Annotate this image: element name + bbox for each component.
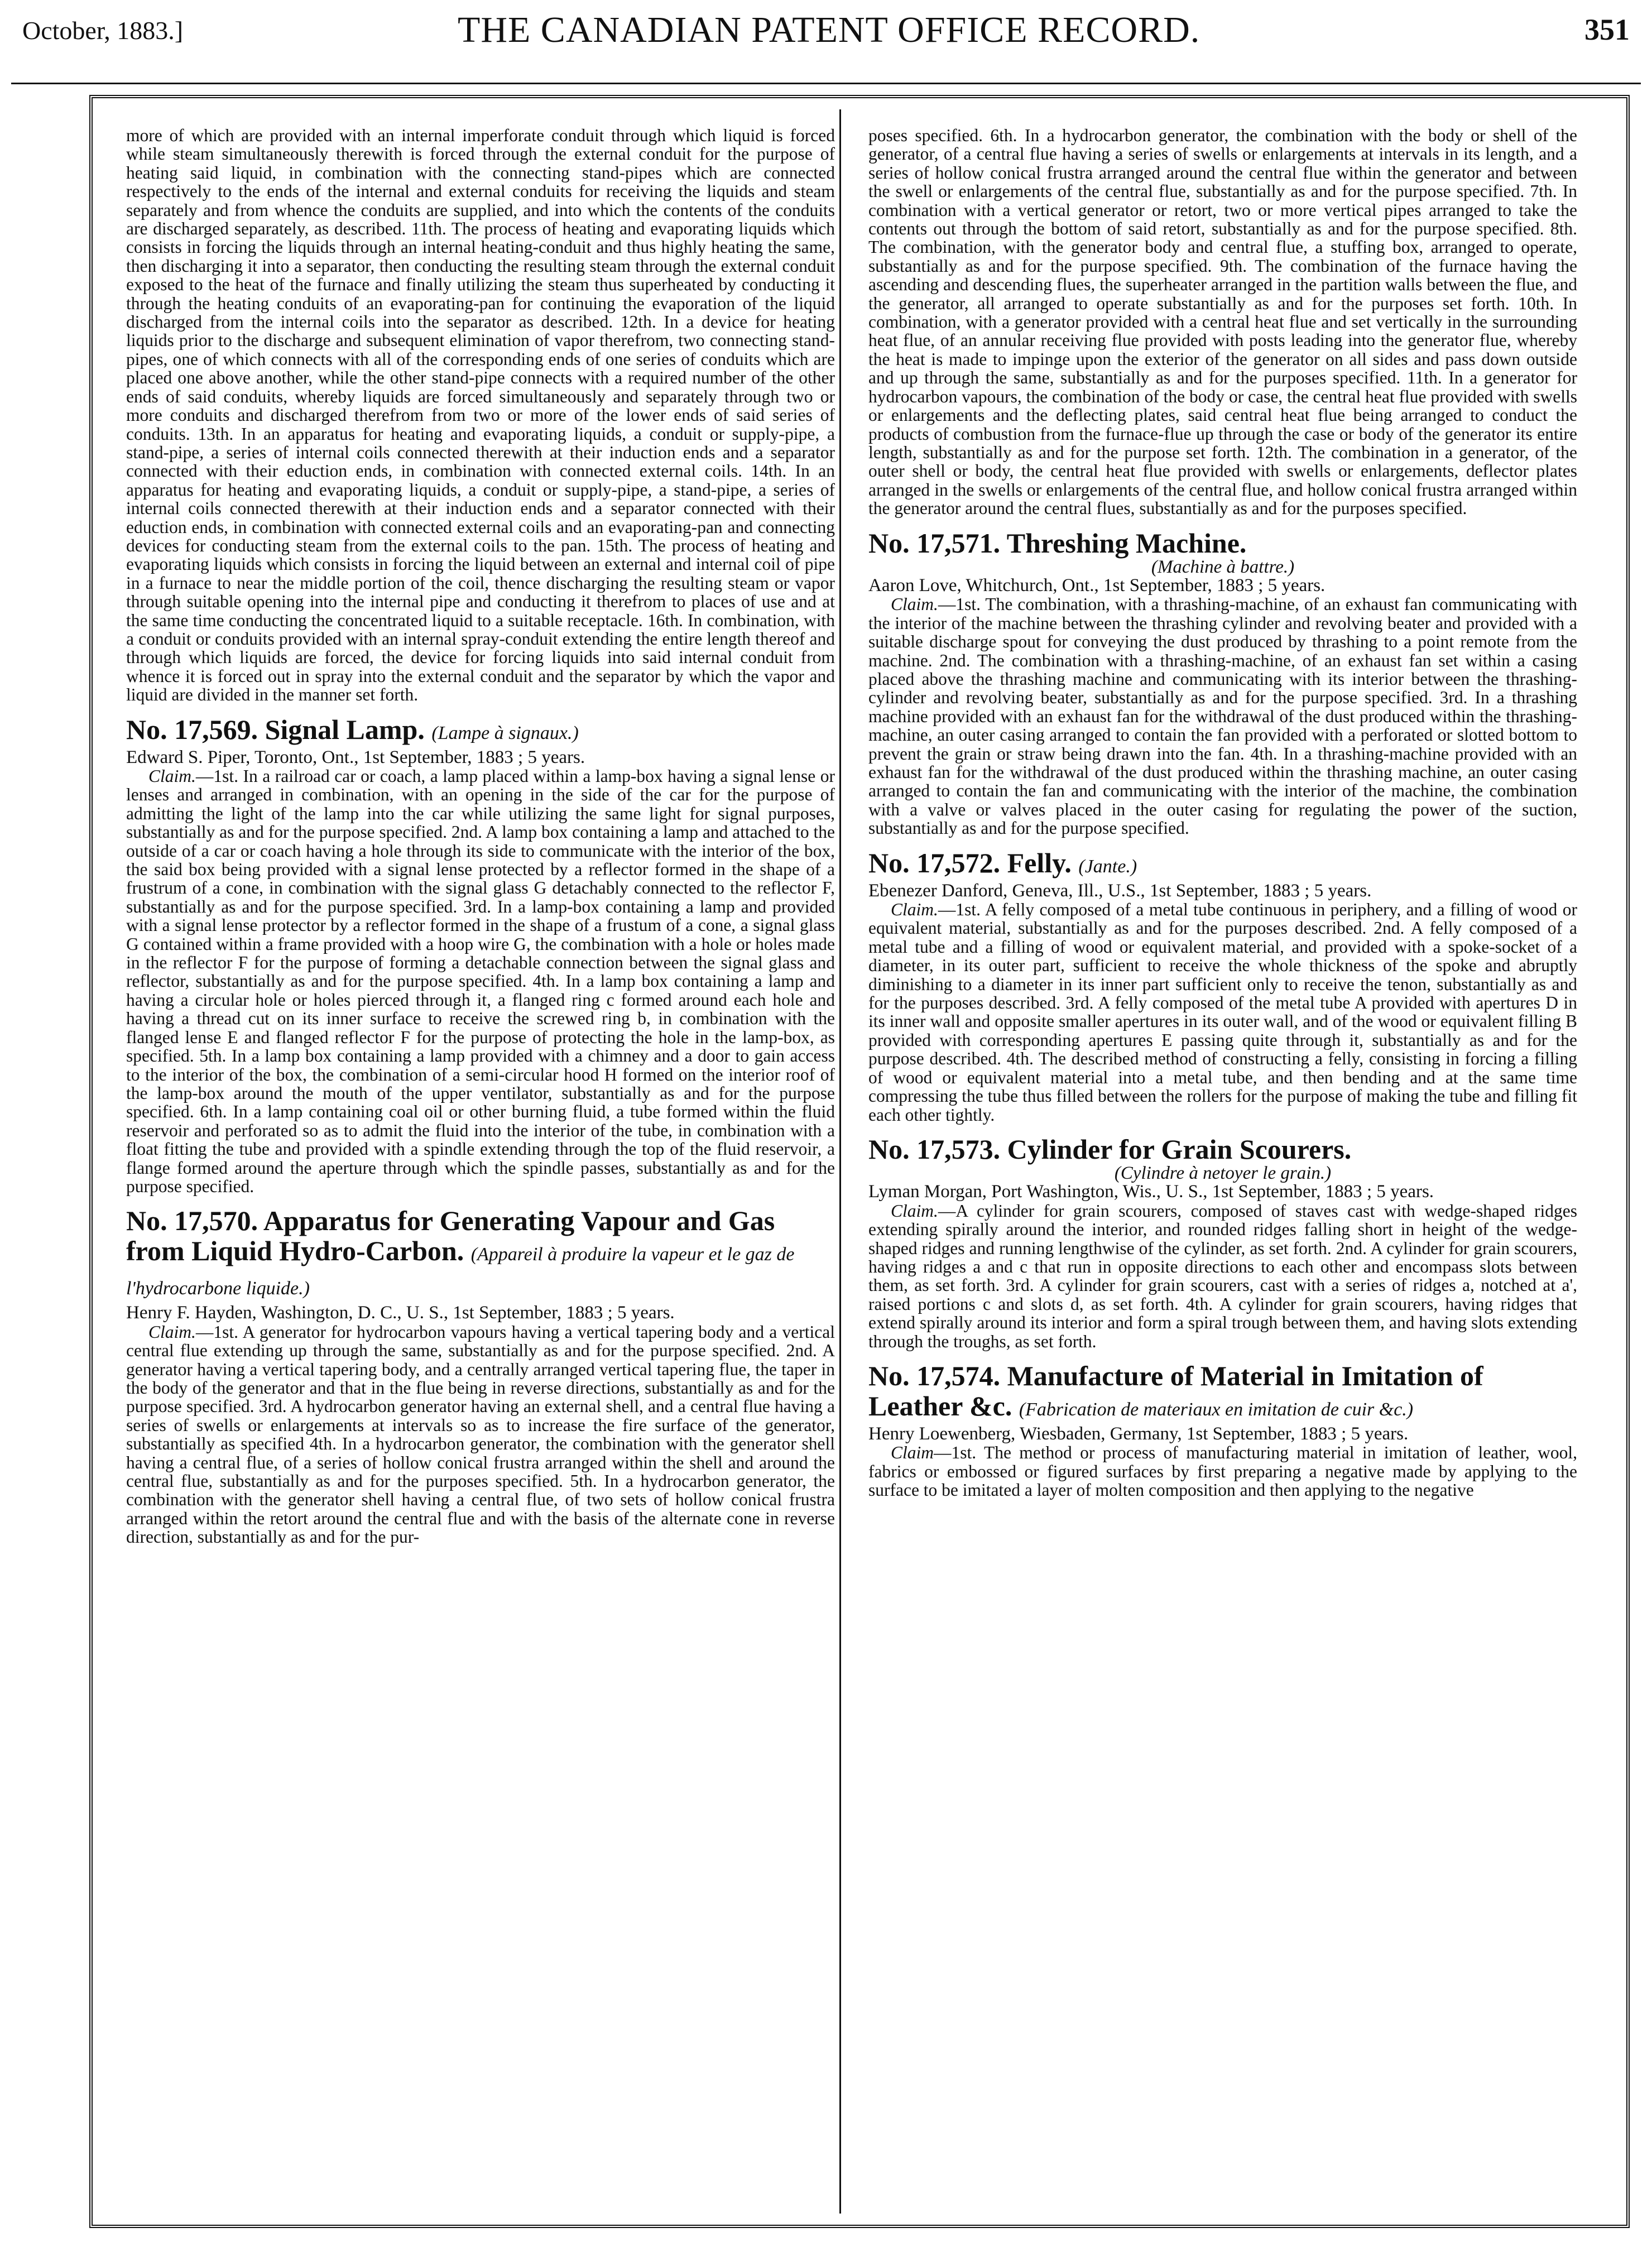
patent-title: Signal Lamp. — [265, 713, 425, 745]
patent-number: No. 17,574. — [868, 1360, 1001, 1391]
patent-heading — [868, 848, 1577, 882]
patent-claim — [868, 1202, 1577, 1351]
patent-number: No. 17,570. — [126, 1205, 258, 1237]
patent-number: No. 17,573. — [868, 1133, 1001, 1165]
right-continuation-text: poses specified. 6th. In a hydrocarbon generator, the combination with the body or shell of the generator, of a central flue having a series of swells or enlargements at intervals in its length, and a series of hollow conical frustra arranged around the central flue within the generator and between the swell or enlargements of the central flue, substantially as and for the purpose specified. 7th. In combination with a vertical generator or retort, two or more vertical pipes arranged to take the contents out through the bottom of said retort, substantially as and for the purpose specified. 8th. The combination, with the generator body and central flue, a stuffing box, arranged to operate, substantially as and for the purpose specified. 9th. The combination of the furnace having the ascending and descending flues, the superheater arranged in the partition walls between the flue, and the generator, all arranged to operate substantially as and for the purposes set forth. 10th. In combination, with a generator provided with a central heat flue and set vertically in the surrounding heat flue, of an annular receiving flue provided with posts leading into the generator flue, whereby the heat is made to impinge upon the exterior of the generator on all sides and pass down outside and up through the same, substantially as and for the purposes specified. 11th. In a generator for hydrocarbon vapours, the combination of the body or case, the central heat flue provided with swells or enlargements and the deflecting plates, said central heat flue being arranged to conduct the products of combustion from the furnace-flue up through the case or body of the generator its entire length, substantially as and for the purpose set forth. 12th. The combination in a generator, of the outer shell or body, the central heat flue provided with swells or enlargements, deflector plates arranged in the swells or enlargements of the central flue, and hollow conical frustra arranged within the generator around the central flues, substantially as and for the purposes specified. — [868, 126, 1577, 519]
patent-inventor: Henry Loewenberg, Wiesbaden, Germany, 1st September, 1883 ; 5 years. — [868, 1423, 1409, 1444]
patent-17574 — [868, 1361, 1577, 1500]
claim-label: Claim. — [148, 1322, 196, 1342]
patent-claim — [126, 767, 835, 1196]
patent-inventor: Ebenezer Danford, Geneva, Ill., U.S., 1st September, 1883 ; 5 years. — [868, 880, 1372, 901]
claim-text: —1st. The combination, with a thrashing-machine, of an exhaust fan communicating with the interior of the machine between the thrashing cylinder and revolving beater and provided with a suitable discharge spout for conveying the dust produced by thrashing to a point remote from the machine. 2nd. The combination with a thrashing-machine, of an exhaust fan set within a casing placed above the thrashing machine and communicating with its interior between the thrashing-cylinder and revolving beater, substantially as and for the purpose specified. 3rd. In a thrashing machine provided with an exhaust fan for the withdrawal of the dust produced within the thrashing-machine, an outer casing arranged to contain the fan provided with a perforated or slotted bottom to prevent the grain or straw being drawn into the fan. 4th. In a thrashing-machine provided with an exhaust fan for the withdrawal of the dust produced within the thrashing machine, an outer casing arranged to contain the fan and communicating with the interior of the machine, the combination with a valve or valves placed in the outer casing for regulating the power of the suction, substantially as and for the purpose specified. — [868, 594, 1577, 838]
patent-title: Manufacture of Material in Imitation of Leather &c. — [868, 1360, 1483, 1422]
patent-heading — [126, 1206, 835, 1304]
patent-french-title: (Appareil à produire la vapeur et le gaz de l'hydrocarbone liquide.) — [126, 1244, 795, 1299]
left-column — [126, 126, 835, 2202]
patent-title: Felly. — [1007, 847, 1072, 878]
patent-claim — [868, 1443, 1577, 1499]
patent-french-title: (Cylindre à netoyer le grain.) — [1114, 1163, 1332, 1183]
header-date: October, 1883.] — [22, 16, 184, 45]
patent-17570 — [126, 1206, 835, 1546]
patent-inventor: Henry F. Hayden, Washington, D. C., U. S., 1st September, 1883 ; 5 years. — [126, 1303, 675, 1323]
right-column — [868, 126, 1577, 2202]
claim-label: Claim. — [148, 766, 196, 786]
claim-text: —1st. The method or process of manufacturing material in imitation of leather, wool, fabrics or embossed or figured surfaces by first preparing a negative made by applying to the surface to be imitated a layer of molten composition and then applying to the negative — [868, 1443, 1577, 1500]
patent-inventor: Lyman Morgan, Port Washington, Wis., U. S., 1st September, 1883 ; 5 years. — [868, 1182, 1434, 1202]
patent-heading — [868, 1361, 1577, 1425]
claim-text: —1st. A felly composed of a metal tube continuous in periphery, and a filling of wood or equivalent material, substantially as and for the purposes described. 2nd. A felly composed of a metal tube and a filling of wood or equivalent material, and provided with a spoke-socket of a diameter, in its outer part, sufficient to receive the whole thickness of the spoke and abruptly diminishing to a diameter in its inner part sufficient only to receive the tenon, substantially as and for the purposes described. 3rd. A felly composed of the metal tube A provided with apertures D in its inner wall and opposite smaller apertures in its outer wall, and of the wood or equivalent filling B provided with corresponding apertures E passing quite through it, substantially as and for the purpose described. 4th. The described method of constructing a felly, consisting in forcing a filling of wood or equivalent material into a metal tube, and then bending and at the same time compressing the tube thus filled between the rollers for the purpose of making the tube and filling fit each other tightly. — [868, 900, 1577, 1125]
patent-claim — [126, 1323, 835, 1547]
patent-number: No. 17,569. — [126, 713, 258, 745]
patent-17573 — [868, 1134, 1577, 1351]
patent-title: Cylinder for Grain Scourers. — [1007, 1133, 1352, 1165]
claim-label: Claim. — [891, 900, 938, 920]
patent-17572 — [868, 848, 1577, 1124]
page-header — [0, 0, 1652, 78]
patent-number: No. 17,571. — [868, 527, 1001, 559]
patent-title: Threshing Machine. — [1006, 527, 1247, 559]
page-number: 351 — [1584, 13, 1630, 46]
patent-claim — [868, 595, 1577, 837]
patent-17569 — [126, 714, 835, 1196]
patent-heading — [868, 1134, 1577, 1164]
patent-inventor: Edward S. Piper, Toronto, Ont., 1st September, 1883 ; 5 years. — [126, 747, 585, 767]
patent-number: No. 17,572. — [868, 847, 1001, 878]
patent-heading — [126, 714, 835, 748]
patent-17571 — [868, 528, 1577, 838]
claim-text: —1st. In a railroad car or coach, a lamp placed within a lamp-box having a signal lense or lenses and arranged in combination, with an opening in the side of the car for the purpose of admitting the light of the lamp into the car while utilizing the same light for signal purposes, substantially as and for the purpose specified. 2nd. A lamp box containing a lamp and attached to the outside of a car or coach having a hole through its side to communicate with the interior of the box, the said box being provided with a signal lense protected by a reflector formed in the shape of a frustrum of a cone, in combination with the signal glass G detachably connected to the reflector F, substantially as and for the purpose specified. 3rd. In a lamp-box containing a lamp and provided with a signal lense protector by a reflector formed in the shape of a frustum of a cone, a signal glass G contained within a frame provided with a hoop wire G, the combination with a hole or holes made in the reflector F for the purpose of forming a detachable connection between the signal glass and reflector, substantially as and for the purpose specified. 4th. In a lamp box containing a lamp and having a circular hole or holes pierced through it, a flanged ring c formed around each hole and having a thread cut on its inner surface to receive the screwed ring b, in combination with the flanged lense E and flanged reflector F for the purpose of protecting the hole in the lamp-box, as specified. 5th. In a lamp box containing a lamp provided with a chimney and a door to gain access to the interior of the box, the combination of a semi-circular hood H formed on the interior roof of the lamp-box around the mouth of the upper ventilator, substantially as and for the purpose specified. 6th. In a lamp containing coal oil or other burning fluid, a tube formed within the fluid reservoir and perforated so as to admit the fluid into the interior of the tube, in combination with a float fitting the tube and provided with a spindle extending through the top of the fluid reservoir, a flange formed around the aperture through which the spindle passes, substantially as and for the purpose specified. — [126, 766, 835, 1196]
claim-text: —A cylinder for grain scourers, composed of staves cast with wedge-shaped ridges extending spirally around the interior, and rounded ridges falling short in height of the wedge-shaped ridges and running lengthwise of the cylinder, as set forth. 2nd. A cylinder for grain scourers, having ridges a and c that run in opposite directions to each other and encompass slots between them, as set forth. 3rd. A cylinder for grain scourers, cast with a series of ridges a, notched at a', raised portions c and slots d, as set forth. 4th. A cylinder for grain scourers, having ridges that extend spirally around its interior and form a spiral trough between them, and having slots extending through the troughs, as set forth. — [868, 1201, 1577, 1351]
header-rule — [11, 83, 1641, 84]
patent-claim — [868, 900, 1577, 1124]
patent-french-title: (Fabrication de materiaux en imitation de cuir &c.) — [1019, 1399, 1414, 1420]
left-continuation-text: more of which are provided with an internal imperforate conduit through which liquid is forced while steam simultaneously therewith is forced through the external conduit for the purpose of heating said liquid, in combination with the connecting stand-pipes which are connected respectively to the ends of the internal and external conduits for receiving the liquids and steam separately and from whence the conduits are supplied, and into which the contents of the conduits are discharged separately, as described. 11th. The process of heating and evaporating liquids which consists in forcing the liquids through an internal heating-conduit and thus highly heating the same, then discharging it into a separator, then conducting the resulting steam through the external conduit exposed to the heat of the furnace and finally utilizing the steam thus superheated by conducting it through the heating conduits of an evaporating-pan for continuing the evaporation of the liquid discharged from the internal coils into the separator as described. 12th. In a device for heating liquids prior to the discharge and subsequent elimination of vapor therefrom, two connecting stand-pipes, one of which connects with all of the corresponding ends of one series of conduits which are placed one above another, while the other stand-pipe connects with a required number of the other ends of said conduits, whereby liquids are forced simultaneously and separately through two or more conduits and discharged therefrom from two or more of the lower ends of said series of conduits. 13th. In an apparatus for heating and evaporating liquids, a conduit or supply-pipe, a stand-pipe, a series of internal coils connected therewith at their induction ends and a separator connected with their eduction ends, in combination with connected external coils. 14th. In an apparatus for heating and evaporating liquids, a conduit or supply-pipe, a stand-pipe, a series of internal coils connected therewith at their induction ends and a separator connected with their eduction ends, in combination with connected external coils and an evaporating-pan and connecting devices for conducting steam from the external coils to the pan. 15th. The process of heating and evaporating liquids which consists in forcing the liquid between an external and internal coil of pipe in a furnace to near the middle portion of the coil, thence discharging the resulting steam or vapor through suitable opening into the internal pipe and conducting it therefrom to places of use and at the same time conducting the concentrated liquid to a suitable receptacle. 16th. In combination, with a conduit or conduits provided with an internal spray-conduit extending the entire length thereof and through which liquids are forced, the device for forcing liquids into said internal conduit from whence it is forced out in spray into the external conduit and the separator by which the vapor and liquid are divided in the manner set forth. — [126, 126, 835, 705]
patent-inventor: Aaron Love, Whitchurch, Ont., 1st September, 1883 ; 5 years. — [868, 575, 1326, 596]
header-title: THE CANADIAN PATENT OFFICE RECORD. — [458, 9, 1200, 50]
patent-french-title: (Machine à battre.) — [1151, 556, 1295, 577]
patent-heading — [868, 528, 1577, 558]
page-frame — [89, 95, 1630, 2228]
column-divider — [839, 109, 841, 2214]
patent-french-title: (Lampe à signaux.) — [431, 722, 579, 743]
claim-label: Claim — [891, 1443, 934, 1463]
patent-title: Apparatus for Generating Vapour and Gas from Liquid Hydro-Carbon. — [126, 1205, 775, 1267]
claim-text: —1st. A generator for hydrocarbon vapours having a vertical tapering body and a vertical central flue extending up through the same, substantially as and for the purpose specified. 2nd. A generator having a vertical tapering body, and a centrally arranged vertical tapering flue, the taper in the body of the generator and that in the flue being in reverse directions, substantially as and for the purpose specified. 3rd. A hydrocarbon generator having an external shell, and a central flue having a series of swells or enlargements at intervals so as to increase the fire surface of the generator, substantially as specified 4th. In a hydrocarbon generator, the combination with the generator shell having a central flue, of a series of hollow conical frustra arranged within the shell and around the central flue, substantially as and for the purposes specified. 5th. In a hydrocarbon generator, the combination with the generator shell having a central flue, of two sets of hollow conical frustra arranged within the retort around the central flue and with the basis of the alternate cone in reverse direction, substantially as and for the pur- — [126, 1322, 835, 1547]
patent-french-title: (Jante.) — [1078, 856, 1137, 877]
claim-label: Claim. — [891, 1201, 938, 1221]
claim-label: Claim. — [891, 594, 938, 614]
